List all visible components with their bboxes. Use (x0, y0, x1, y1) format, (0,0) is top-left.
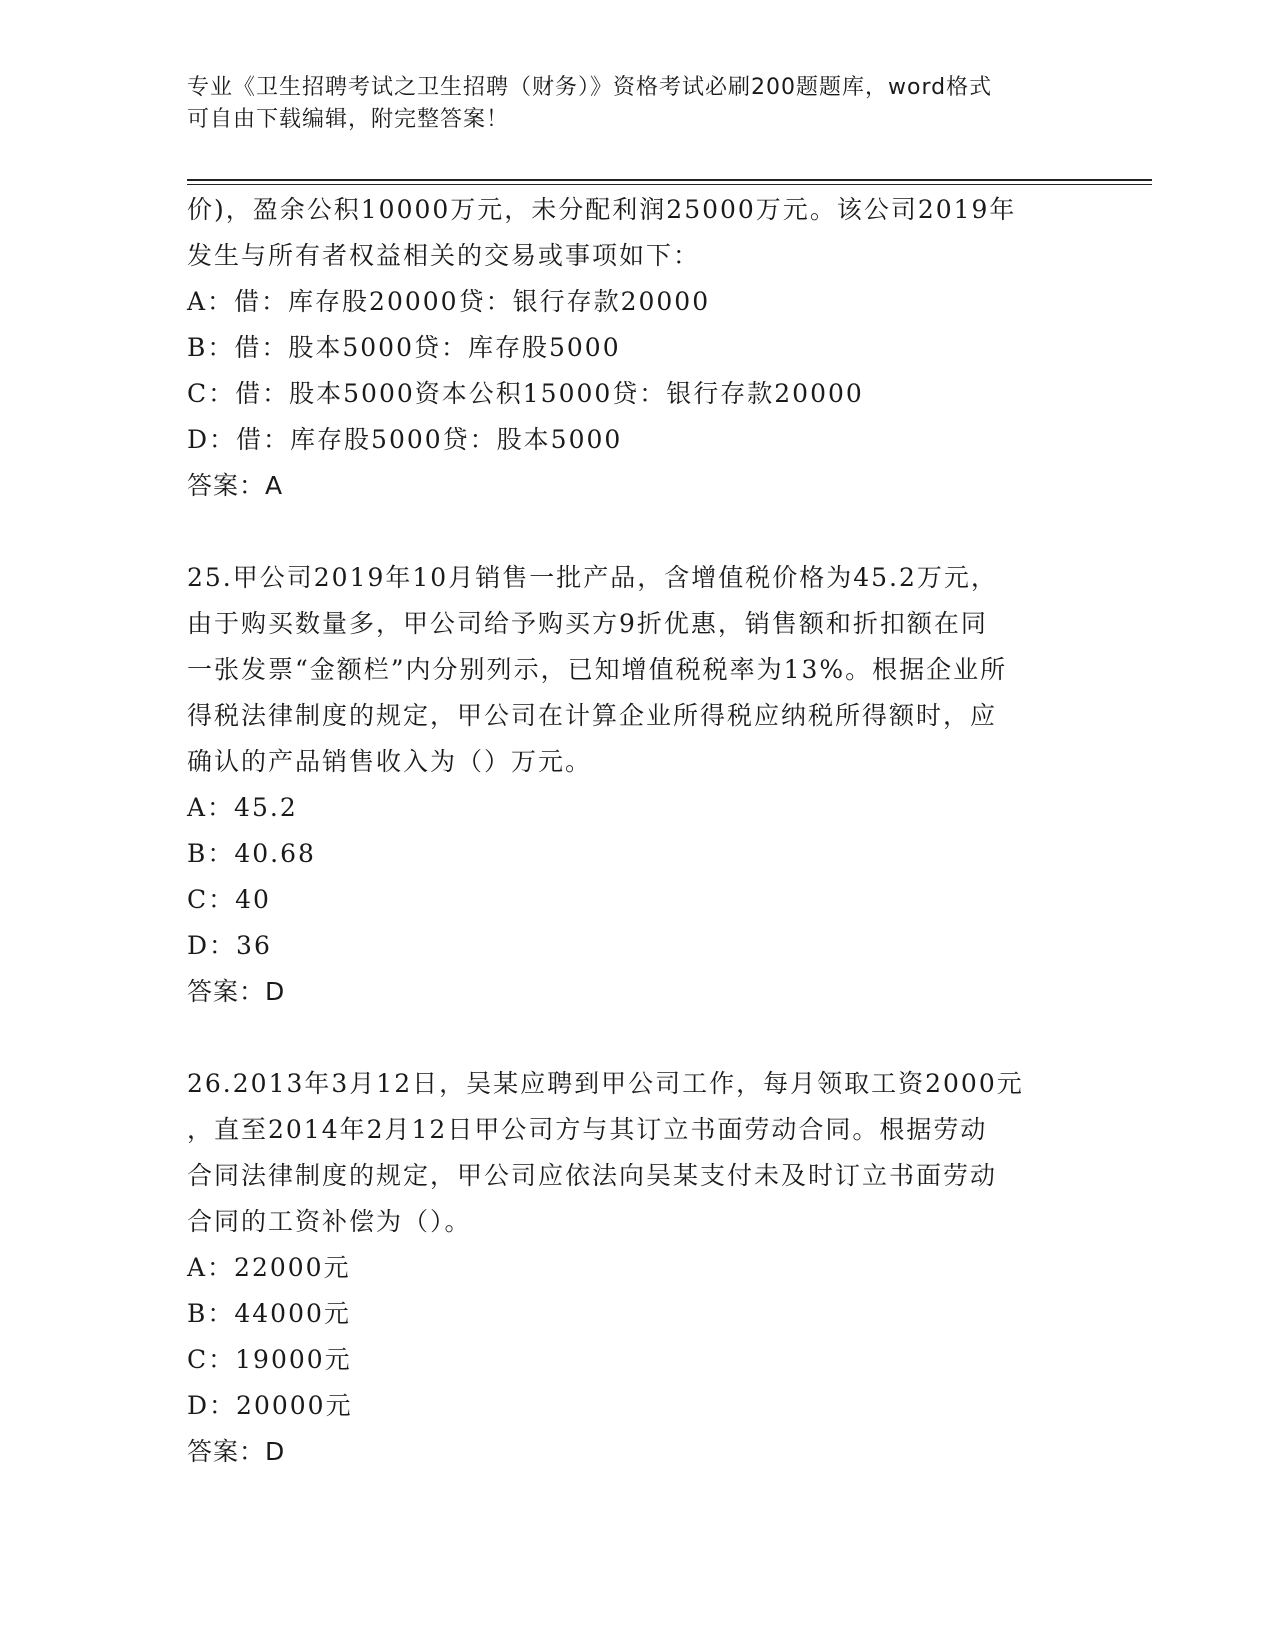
option-d: D：20000元 (187, 1391, 353, 1420)
header-divider-bottom (187, 184, 1152, 185)
question-text-line: 合同的工资补偿为（）。 (187, 1207, 472, 1236)
option-b: B：44000元 (187, 1299, 351, 1328)
question-text-line: 由于购买数量多，甲公司给予购买方9折优惠，销售额和折扣额在同 (187, 609, 988, 638)
question-text-line: 价)，盈余公积10000万元，未分配利润25000万元。该公司2019年 (187, 195, 1017, 224)
question-text-line: ，直至2014年2月12日甲公司方与其订立书面劳动合同。根据劳动 (187, 1115, 988, 1144)
question-25 (187, 555, 1087, 1015)
option-c: C：借：股本5000资本公积15000贷：银行存款20000 (187, 379, 864, 408)
option-c: C：40 (187, 885, 271, 914)
question-text-line: 确认的产品销售收入为（）万元。 (187, 747, 593, 776)
question-text-line: 26.2013年3月12日，吴某应聘到甲公司工作，每月领取工资2000元 (187, 1069, 1024, 1098)
document-header (187, 72, 1087, 136)
document-body (187, 187, 1087, 1475)
header-title-line-1: 专业《卫生招聘考试之卫生招聘（财务）》资格考试必刷200题题库，word格式 (187, 75, 993, 100)
option-a: A：借：库存股20000贷：银行存款20000 (187, 287, 711, 316)
question-text-line: 25.甲公司2019年10月销售一批产品，含增值税价格为45.2万元， (187, 563, 998, 592)
option-a: A：22000元 (187, 1253, 351, 1282)
option-d: D：借：库存股5000贷：股本5000 (187, 425, 623, 454)
answer-line: 答案：D (187, 977, 286, 1006)
question-24-continued (187, 187, 1087, 509)
question-text-line: 发生与所有者权益相关的交易或事项如下： (187, 241, 701, 270)
option-b: B：借：股本5000贷：库存股5000 (187, 333, 621, 362)
option-b: B：40.68 (187, 839, 316, 868)
option-a: A：45.2 (187, 793, 298, 822)
option-d: D：36 (187, 931, 272, 960)
question-text-line: 合同法律制度的规定，甲公司应依法向吴某支付未及时订立书面劳动 (187, 1161, 998, 1190)
question-text-line: 得税法律制度的规定，甲公司在计算企业所得税应纳税所得额时，应 (187, 701, 998, 730)
answer-line: 答案：A (187, 471, 284, 500)
option-c: C：19000元 (187, 1345, 352, 1374)
answer-line: 答案：D (187, 1437, 286, 1466)
header-divider-top (187, 179, 1152, 181)
question-26 (187, 1061, 1087, 1475)
question-text-line: 一张发票“金额栏”内分别列示，已知增值税税率为13%。根据企业所 (187, 655, 1008, 684)
header-title-line-2: 可自由下载编辑，附完整答案！ (187, 107, 510, 132)
